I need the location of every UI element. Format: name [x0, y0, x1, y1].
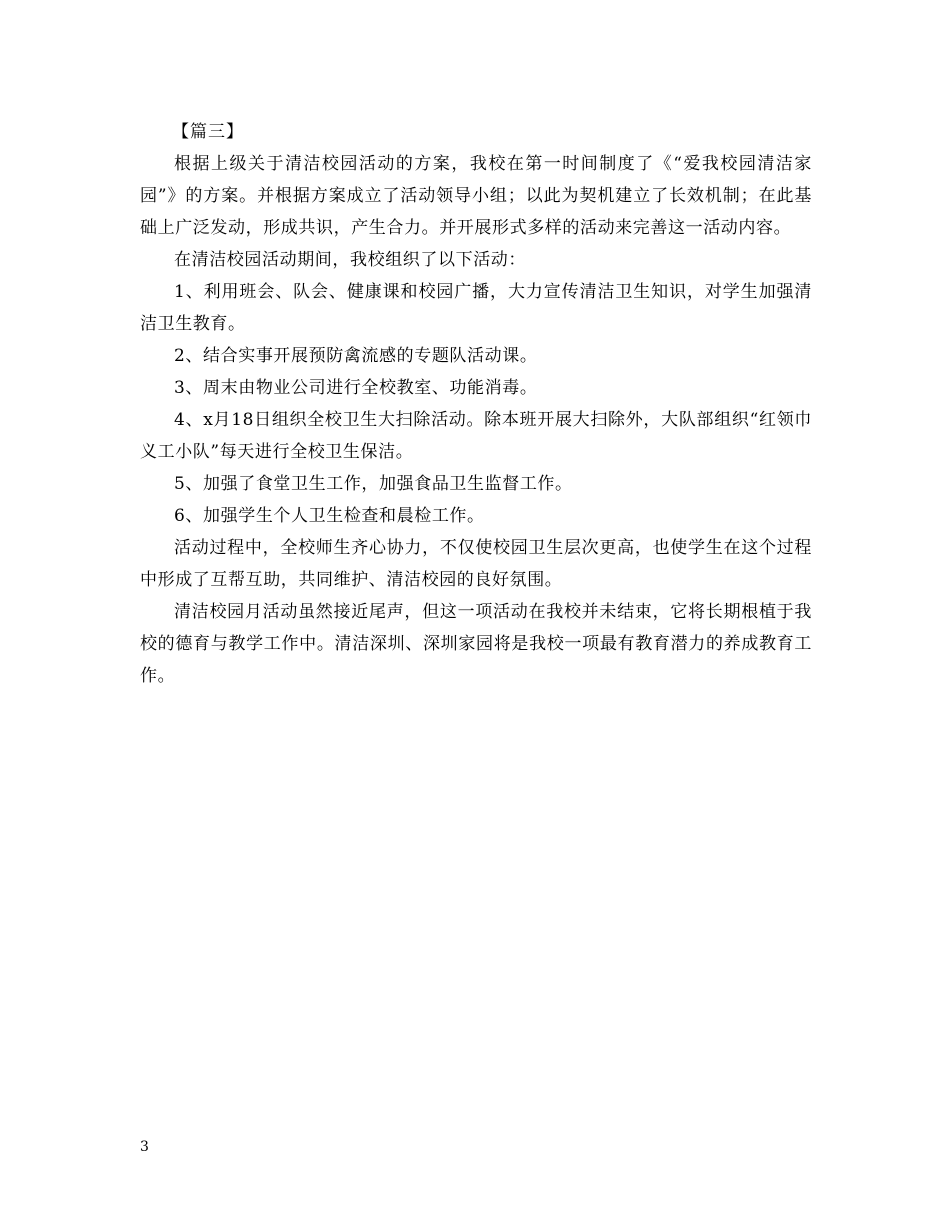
list-item-1: 1、利用班会、队会、健康课和校园广播，大力宣传清洁卫生知识，对学生加强清洁卫生教育。 — [140, 282, 812, 334]
list-item-2: 2、结合实事开展预防禽流感的专题队活动课。 — [174, 346, 538, 366]
list-item-6: 6、加强学生个人卫生检查和晨检工作。 — [174, 506, 485, 526]
section-title: 【篇三】 — [172, 122, 244, 142]
list-item-4: 4、x月18日组织全校卫生大扫除活动。除本班开展大扫除外，大队部组织“红领巾义工小队”每天进行全校卫生保洁。 — [140, 410, 812, 462]
paragraph-process: 活动过程中，全校师生齐心协力，不仅使校园卫生层次更高，也使学生在这个过程中形成了互帮互助，共同维护、清洁校园的良好氛围。 — [140, 538, 812, 590]
paragraph-activities-lead: 在清洁校园活动期间，我校组织了以下活动： — [174, 250, 526, 270]
document-body — [140, 116, 812, 692]
list-item-3: 3、周末由物业公司进行全校教室、功能消毒。 — [174, 378, 538, 398]
page-number: 3 — [140, 1139, 149, 1155]
paragraph-intro: 根据上级关于清洁校园活动的方案，我校在第一时间制度了《“爱我校园清洁家园”》的方案。并根据方案成立了活动领导小组；以此为契机建立了长效机制；在此基础上广泛发动，形成共识，产生合力。并开展形式多样的活动来完善这一活动内容。 — [140, 154, 812, 238]
list-item-5: 5、加强了食堂卫生工作，加强食品卫生监督工作。 — [174, 474, 573, 494]
paragraph-conclusion: 清洁校园月活动虽然接近尾声，但这一项活动在我校并未结束，它将长期根植于我校的德育与教学工作中。清洁深圳、深圳家园将是我校一项最有教育潜力的养成教育工作。 — [140, 602, 812, 686]
